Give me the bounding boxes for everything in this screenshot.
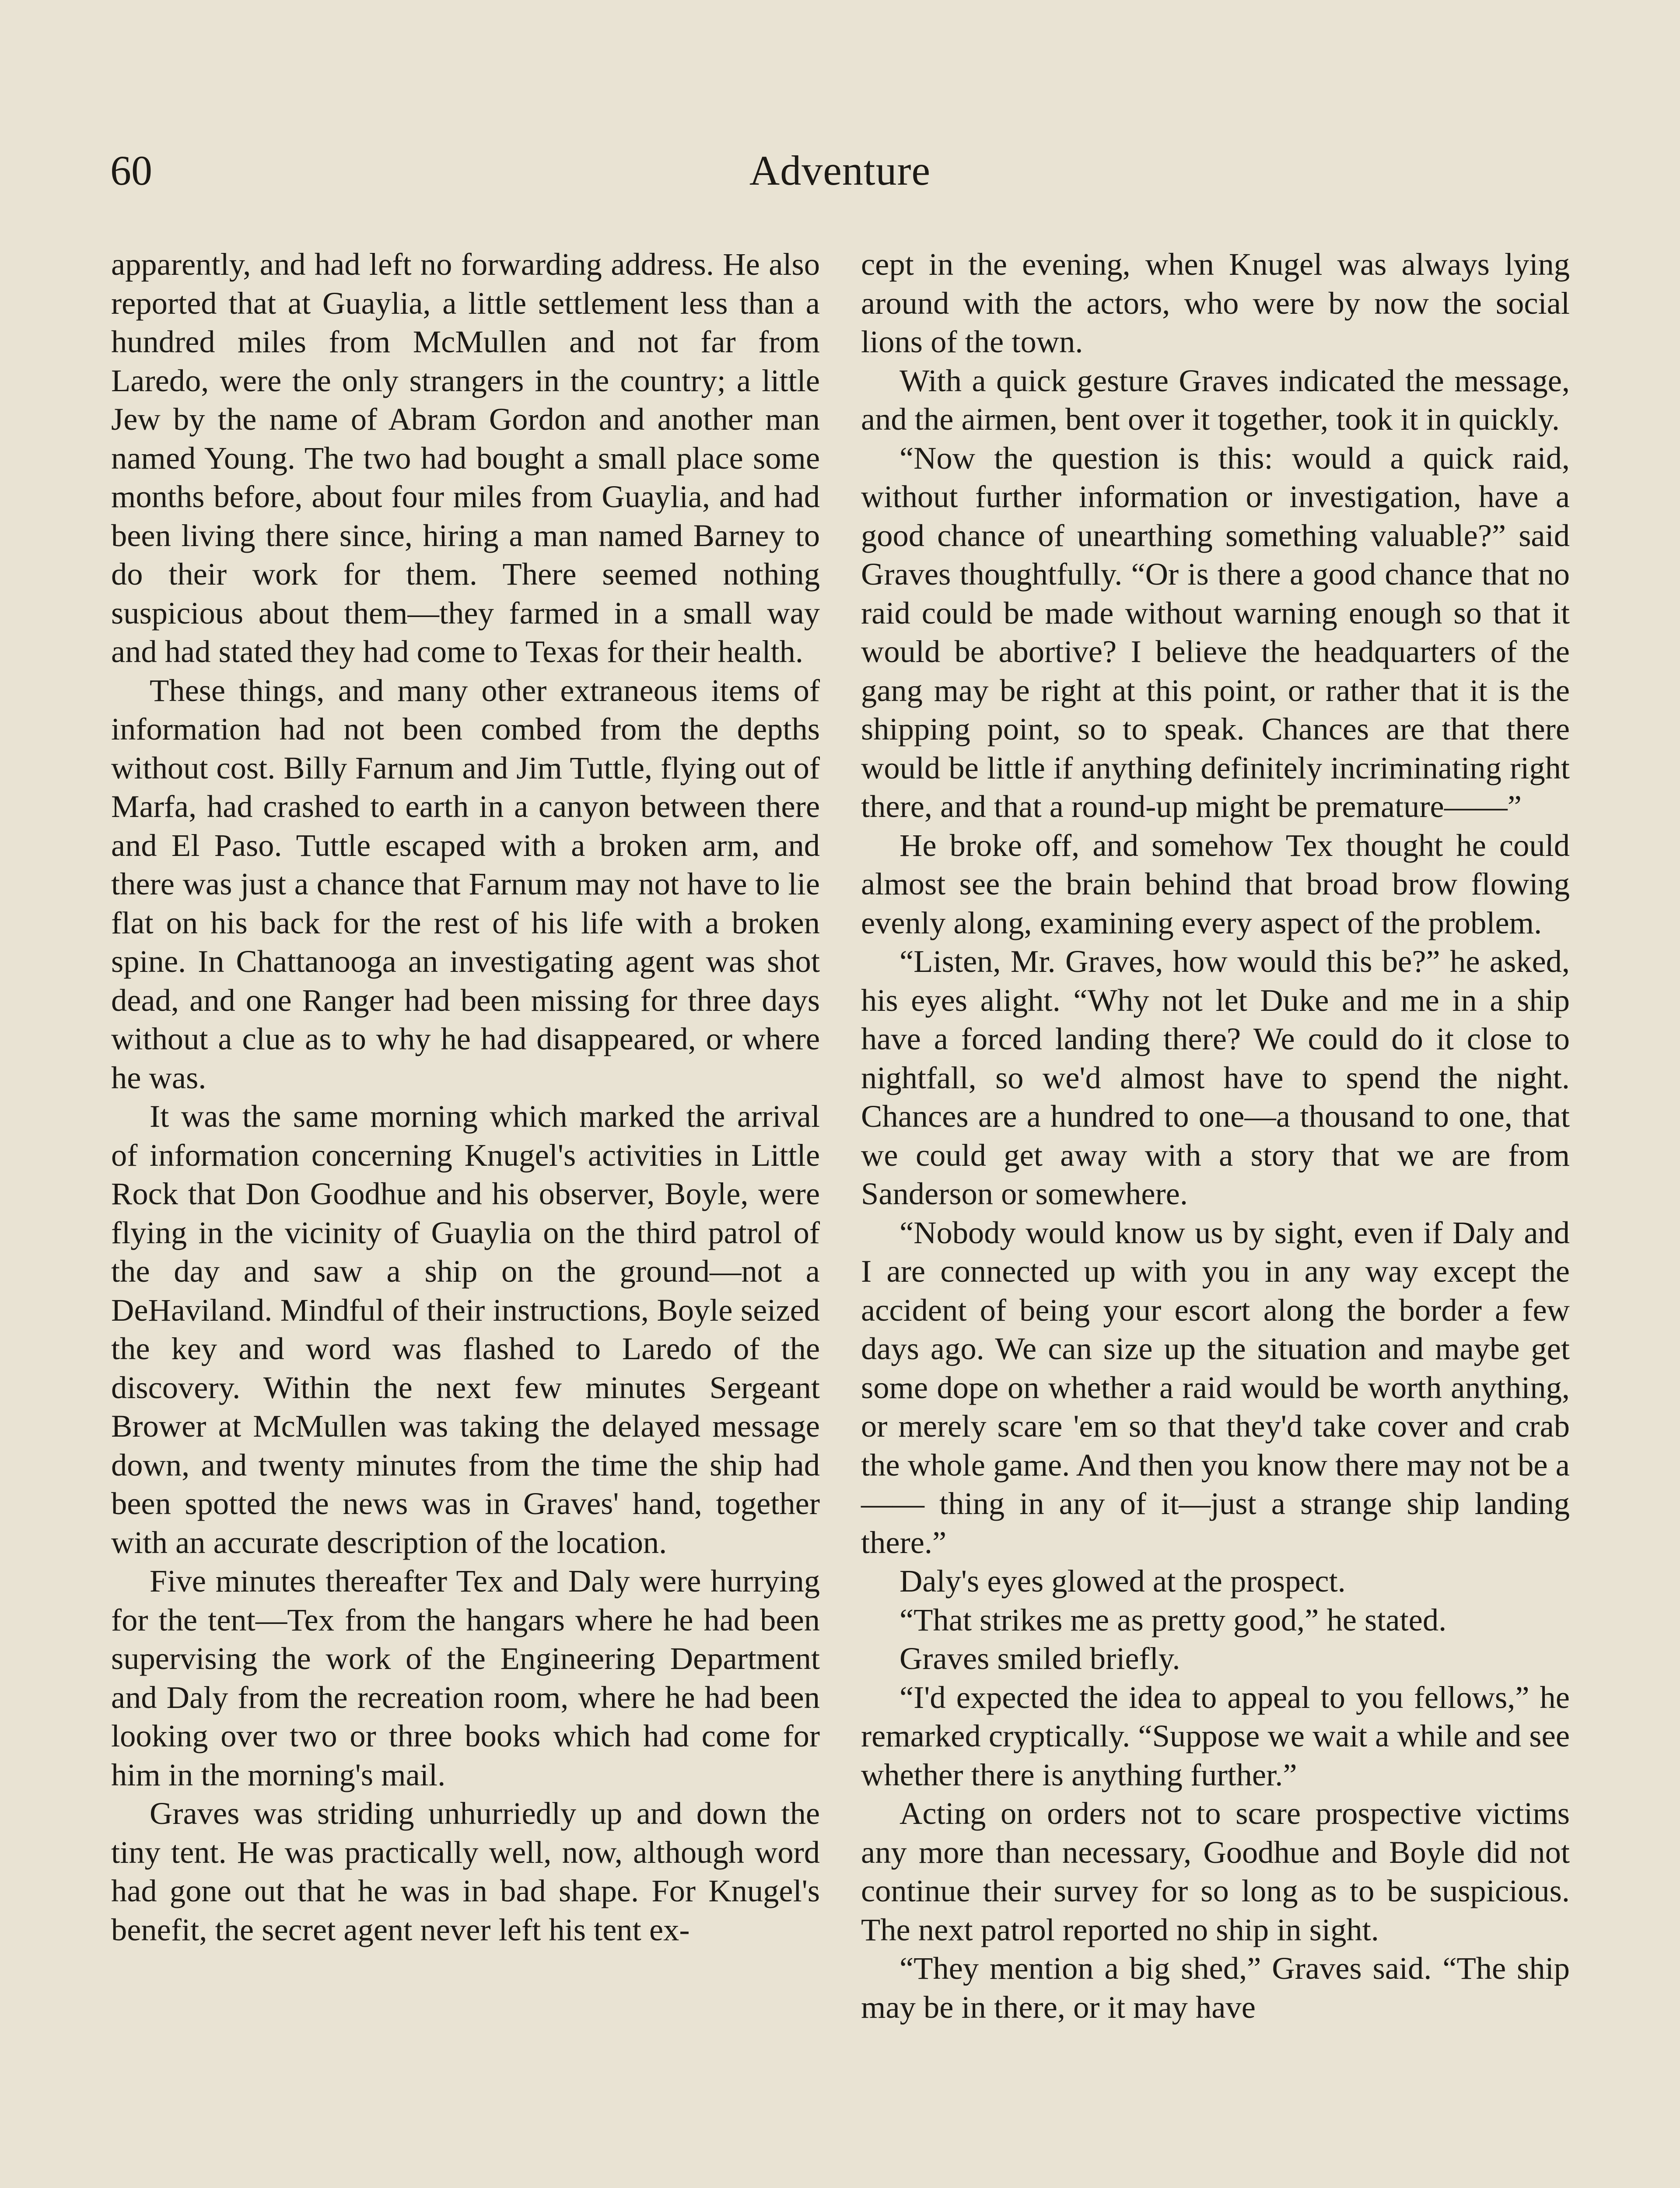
paragraph: Graves was striding unhurriedly up and down the tiny tent. He was practically well, now, although word had gone out that he was in bad shape. For Knugel's benefit, the secret agent never left his tent ex- [111,1795,820,1947]
page-number: 60 [110,147,152,194]
paragraph: Five minutes thereafter Tex and Daly were hurrying for the tent—Tex from the hangars where he had been supervising the work of the Engineering Department and Daly from the recreation room, where he had been looking over two or three books which had come for him in the morning's mail. [111,1563,820,1792]
paragraph: “Now the question is this: would a quick raid, without further information or investigation, have a good chance of unearthing something valuable?” said Graves thoughtfully. “Or is there a good chance that no raid could be made without warning enough so that it would be abortive? I believe the headquarters of the gang may be right at this point, or rather that it is the shipping point, so to speak. Chances are that there would be little if anything definitely incriminating right there, and that a round-up might be premature——” [861,440,1570,824]
paragraph: “Listen, Mr. Graves, how would this be?” he asked, his eyes alight. “Why not let Duke and me in a ship have a forced landing there? We could do it close to nightfall, so we'd almost have to spend the night. Chances are a hundred to one—a thousand to one, that we could get away with a story that we are from Sanderson or somewhere. [861,943,1570,1211]
paragraph: apparently, and had left no forwarding address. He also reported that at Guaylia, a little settlement less than a hundred miles from McMullen and not far from Laredo, were the only strangers in the country; a little Jew by the name of Abram Gordon and another man named Young. The two had bought a small place some months before, about four miles from Guaylia, and had been living there since, hiring a man named Barney to do their work for them. There seemed nothing suspicious about them—they farmed in a small way and had stated they had come to Texas for their health. [111,246,820,669]
page-header [109,144,1571,206]
paragraph: “They mention a big shed,” Graves said. “The ship may be in there, or it may have [861,1950,1570,2025]
paragraph: It was the same morning which marked the arrival of information concerning Knugel's activities in Little Rock that Don Goodhue and his observer, Boyle, were flying in the vicinity of Guaylia on the third patrol of the day and saw a ship on the ground—not a DeHaviland. Mindful of their instructions, Boyle seized the key and word was flashed to Laredo of the discovery. Within the next few minutes Sergeant Brower at McMullen was taking the delayed message down, and twenty minutes from the time the ship had been spotted the news was in Graves' hand, together with an accurate description of the location. [111,1098,820,1560]
left-column [111,245,820,1949]
paragraph: cept in the evening, when Knugel was always lying around with the actors, who were by now the social lions of the town. [861,246,1570,359]
right-column [861,245,1570,2027]
paragraph: “I'd expected the idea to appeal to you fellows,” he remarked cryptically. “Suppose we wait a while and see whether there is anything further.” [861,1679,1570,1792]
paragraph: “That strikes me as pretty good,” he stated. [900,1602,1447,1637]
paragraph: Acting on orders not to scare prospective victims any more than necessary, Goodhue and Boyle did not continue their survey for so long as to be suspicious. The next patrol reported no ship in sight. [861,1795,1570,1947]
running-title: Adventure [749,147,931,194]
paragraph: These things, and many other extraneous items of information had not been combed from the depths without cost. Billy Farnum and Jim Tuttle, flying out of Marfa, had crashed to earth in a canyon between there and El Paso. Tuttle escaped with a broken arm, and there was just a chance that Farnum may not have to lie flat on his back for the rest of his life with a broken spine. In Chattanooga an investigating agent was shot dead, and one Ranger had been missing for three days without a clue as to why he had disappeared, or where he was. [111,672,820,1095]
paragraph: Graves smiled briefly. [900,1641,1180,1676]
paragraph: He broke off, and somehow Tex thought he could almost see the brain behind that broad brow flowing evenly along, examining every aspect of the problem. [861,827,1570,940]
paragraph: “Nobody would know us by sight, even if Daly and I are connected up with you in any way except the accident of being your escort along the border a few days ago. We can size up the situation and maybe get some dope on whether a raid would be worth anything, or merely scare 'em so that they'd take cover and crab the whole game. And then you know there may not be a —— thing in any of it—just a strange ship landing there.” [861,1214,1570,1560]
paragraph: Daly's eyes glowed at the prospect. [900,1563,1346,1599]
paragraph: With a quick gesture Graves indicated the message, and the airmen, bent over it together, took it in quickly. [861,362,1570,437]
